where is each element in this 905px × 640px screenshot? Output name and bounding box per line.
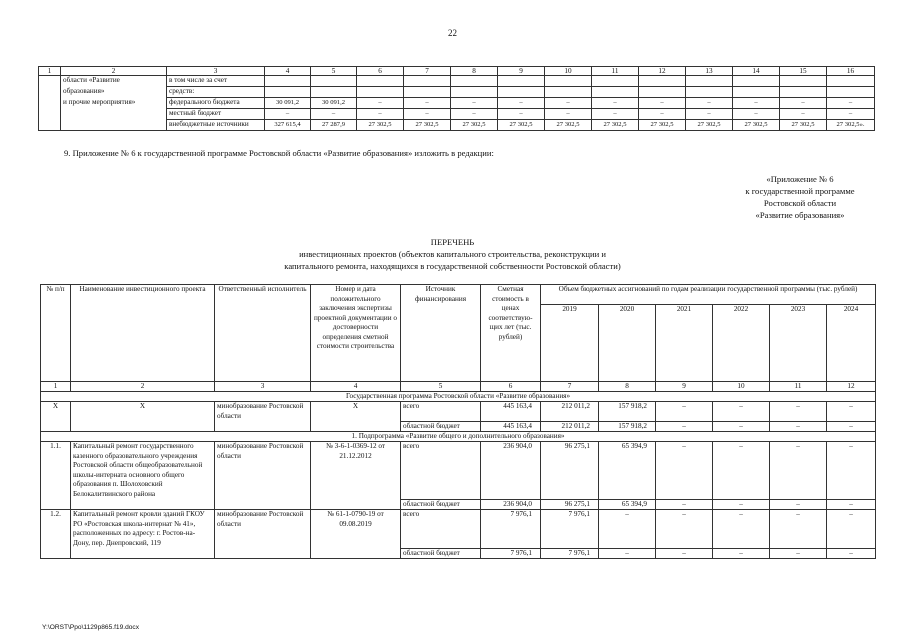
value-cell: 30 091,2 xyxy=(265,98,311,109)
header-expertise: Номер и дата положительного заключения экспертизы проектной документации о достоверности определения сметной стоимости строительства xyxy=(311,285,401,382)
value-cell xyxy=(733,87,780,98)
header-year: 2024 xyxy=(827,305,876,382)
value-cell: – xyxy=(592,98,639,109)
year-allocation: – xyxy=(656,548,713,559)
year-allocation: 7 976,1 xyxy=(541,548,599,559)
column-number-row xyxy=(39,67,875,76)
subprogram-title: 1. Подпрограмма «Развитие общего и дополнительного образования» xyxy=(41,432,876,442)
table-row xyxy=(41,402,876,422)
value-cell: – xyxy=(592,109,639,120)
value-cell xyxy=(498,76,545,87)
value-cell: – xyxy=(780,109,827,120)
year-allocation: 65 394,9 xyxy=(599,442,656,500)
year-allocation: – xyxy=(770,421,827,432)
estimated-cost: 236 904,0 xyxy=(481,442,541,500)
value-cell: – xyxy=(451,109,498,120)
year-allocation: – xyxy=(770,510,827,549)
header-project-name: Наименование инвестиционного проекта xyxy=(71,285,215,382)
program-name-cell xyxy=(61,109,167,120)
year-allocation: – xyxy=(656,421,713,432)
year-allocation: 212 011,2 xyxy=(541,402,599,422)
value-cell: – xyxy=(404,109,451,120)
project-number: 1.2. xyxy=(41,510,71,549)
column-number: 3 xyxy=(167,67,265,76)
column-number: 11 xyxy=(592,67,639,76)
project-number: 1.1. xyxy=(41,442,71,500)
year-allocation: – xyxy=(770,499,827,510)
column-number: 10 xyxy=(545,67,592,76)
funding-source: областной бюджет xyxy=(401,548,481,559)
year-allocation: – xyxy=(713,510,770,549)
value-cell: – xyxy=(451,98,498,109)
appendix-line: Ростовской области xyxy=(763,198,837,208)
value-cell: 27 302,5 xyxy=(686,120,733,131)
project-number xyxy=(41,421,71,432)
row-number-cell xyxy=(39,109,61,120)
year-allocation: – xyxy=(827,510,876,549)
value-cell: 27 302,5 xyxy=(545,120,592,131)
value-cell: 327 615,4 xyxy=(265,120,311,131)
column-number: 2 xyxy=(61,67,167,76)
project-name: Капитальный ремонт государственного казенного образовательного учреждения Ростовской области общеобразовательной школы-интерната основного общего образования п. Шолоховский Белокалитвинского района xyxy=(71,442,215,500)
column-number: 12 xyxy=(639,67,686,76)
year-allocation: – xyxy=(827,402,876,422)
project-number xyxy=(41,548,71,559)
table-row xyxy=(39,76,875,87)
value-cell xyxy=(639,87,686,98)
funding-source-cell: внебюджетные источники xyxy=(167,120,265,131)
value-cell: – xyxy=(639,109,686,120)
year-allocation: 157 918,2 xyxy=(599,421,656,432)
value-cell: – xyxy=(733,109,780,120)
value-cell: – xyxy=(404,98,451,109)
column-number: 11 xyxy=(770,382,827,392)
year-allocation: – xyxy=(770,442,827,500)
responsible-executor: минобразование Ростовской области xyxy=(215,510,311,549)
row-number-cell xyxy=(39,76,61,87)
paragraph-9: 9. Приложение № 6 к государственной программе Ростовской области «Развитие образования» изложить в редакции: xyxy=(64,148,494,158)
estimated-cost: 445 163,4 xyxy=(481,421,541,432)
header-executor: Ответственный исполнитель xyxy=(215,285,311,382)
header-year: 2020 xyxy=(599,305,656,382)
title-line: инвестиционных проектов (объектов капитального строительства, реконструкции и xyxy=(299,249,606,259)
column-number: 7 xyxy=(404,67,451,76)
project-number: Х xyxy=(41,402,71,422)
header-year: 2022 xyxy=(713,305,770,382)
value-cell: – xyxy=(357,98,404,109)
value-cell xyxy=(357,76,404,87)
year-allocation: 96 275,1 xyxy=(541,442,599,500)
value-cell xyxy=(686,76,733,87)
value-cell xyxy=(451,87,498,98)
year-allocation: – xyxy=(599,548,656,559)
table-row xyxy=(41,548,876,559)
column-number: 4 xyxy=(311,382,401,392)
value-cell: – xyxy=(827,98,875,109)
value-cell: – xyxy=(639,98,686,109)
expertise-conclusion: № 61-1-0790-19 от 09.08.2019 xyxy=(311,510,401,549)
header-year: 2019 xyxy=(541,305,599,382)
value-cell: – xyxy=(498,109,545,120)
appendix-line: «Развитие образования» xyxy=(755,210,845,220)
value-cell xyxy=(545,87,592,98)
year-allocation: – xyxy=(713,442,770,500)
expertise-conclusion xyxy=(311,421,401,432)
table-row xyxy=(41,510,876,549)
table-row xyxy=(39,87,875,98)
project-name: Х xyxy=(71,402,215,422)
column-number: 14 xyxy=(733,67,780,76)
table-row xyxy=(39,120,875,131)
funding-source: всего xyxy=(401,402,481,422)
value-cell xyxy=(404,87,451,98)
project-number xyxy=(41,499,71,510)
document-title xyxy=(0,236,905,272)
estimated-cost: 7 976,1 xyxy=(481,510,541,549)
value-cell: – xyxy=(686,109,733,120)
column-number: 6 xyxy=(481,382,541,392)
year-allocation: 65 394,9 xyxy=(599,499,656,510)
row-number-cell xyxy=(39,120,61,131)
value-cell: 27 302,5 xyxy=(592,120,639,131)
year-allocation: – xyxy=(770,548,827,559)
column-number: 3 xyxy=(215,382,311,392)
year-allocation: – xyxy=(827,548,876,559)
expertise-conclusion: Х xyxy=(311,402,401,422)
year-allocation: – xyxy=(713,548,770,559)
value-cell: 27 287,9 xyxy=(311,120,357,131)
estimated-cost: 7 976,1 xyxy=(481,548,541,559)
appendix-line: к государственной программе xyxy=(745,186,855,196)
year-allocation: – xyxy=(713,402,770,422)
column-number: 4 xyxy=(265,67,311,76)
project-name xyxy=(71,421,215,432)
row-number-cell xyxy=(39,98,61,109)
funding-source-cell: федерального бюджета xyxy=(167,98,265,109)
value-cell xyxy=(311,76,357,87)
funding-source-cell: в том числе за счет xyxy=(167,76,265,87)
value-cell xyxy=(639,76,686,87)
value-cell: – xyxy=(357,109,404,120)
value-cell: – xyxy=(545,109,592,120)
column-number: 6 xyxy=(357,67,404,76)
year-allocation: – xyxy=(713,499,770,510)
value-cell: 27 302,5 xyxy=(780,120,827,131)
value-cell: 27 302,5». xyxy=(827,120,875,131)
table-row xyxy=(41,442,876,500)
header-row xyxy=(41,285,876,305)
value-cell xyxy=(592,76,639,87)
expertise-conclusion: № 3-6-1-0369-12 от 21.12.2012 xyxy=(311,442,401,500)
funding-source-cell: местный бюджет xyxy=(167,109,265,120)
value-cell: – xyxy=(498,98,545,109)
funding-source: всего xyxy=(401,442,481,500)
page-number: 22 xyxy=(448,28,457,38)
value-cell: 27 302,5 xyxy=(404,120,451,131)
appendix-reference xyxy=(700,173,900,221)
subprogram-title-row xyxy=(41,432,876,442)
column-number: 5 xyxy=(311,67,357,76)
year-allocation: – xyxy=(656,442,713,500)
column-number: 8 xyxy=(451,67,498,76)
year-allocation: – xyxy=(770,402,827,422)
program-title: Государственная программа Ростовской области «Развитие образования» xyxy=(41,392,876,402)
appendix-line: «Приложение № 6 xyxy=(766,174,834,184)
funding-source: областной бюджет xyxy=(401,499,481,510)
value-cell: – xyxy=(311,109,357,120)
header-years-group: Объем бюджетных ассигнований по годам реализации государственной программы (тыс. рублей) xyxy=(541,285,876,305)
value-cell: – xyxy=(827,109,875,120)
value-cell: – xyxy=(780,98,827,109)
column-number: 13 xyxy=(686,67,733,76)
responsible-executor xyxy=(215,499,311,510)
column-number: 16 xyxy=(827,67,875,76)
header-num: № п/п xyxy=(41,285,71,382)
value-cell xyxy=(311,87,357,98)
funding-source: всего xyxy=(401,510,481,549)
table-row xyxy=(39,109,875,120)
row-number-cell xyxy=(39,87,61,98)
value-cell xyxy=(592,87,639,98)
year-allocation: – xyxy=(827,421,876,432)
column-number: 5 xyxy=(401,382,481,392)
estimated-cost: 236 904,0 xyxy=(481,499,541,510)
value-cell: – xyxy=(733,98,780,109)
title-line: капитального ремонта, находящихся в государственной собственности Ростовской области) xyxy=(284,261,621,271)
year-allocation: – xyxy=(713,421,770,432)
column-number: 1 xyxy=(39,67,61,76)
responsible-executor xyxy=(215,421,311,432)
header-source: Источник финансирования xyxy=(401,285,481,382)
year-allocation: 157 918,2 xyxy=(599,402,656,422)
column-number: 2 xyxy=(71,382,215,392)
funding-source: областной бюджет xyxy=(401,421,481,432)
value-cell xyxy=(265,76,311,87)
value-cell: 27 302,5 xyxy=(733,120,780,131)
column-number: 15 xyxy=(780,67,827,76)
table-row xyxy=(41,421,876,432)
responsible-executor: минобразование Ростовской области xyxy=(215,402,311,422)
column-number-row xyxy=(41,382,876,392)
year-allocation: 96 275,1 xyxy=(541,499,599,510)
value-cell xyxy=(780,76,827,87)
responsible-executor xyxy=(215,548,311,559)
header-estimated-cost: Сметная стоимость в ценах соответствую-щих лет (тыс. рублей) xyxy=(481,285,541,382)
value-cell xyxy=(827,76,875,87)
header-year: 2021 xyxy=(656,305,713,382)
year-allocation: – xyxy=(656,499,713,510)
value-cell: – xyxy=(686,98,733,109)
file-path-footer: Y:\ORST\Ppo\1129p865.f19.docx xyxy=(42,624,140,631)
value-cell xyxy=(545,76,592,87)
table-row xyxy=(39,98,875,109)
program-name-cell: области «Развитие xyxy=(61,76,167,87)
column-number: 1 xyxy=(41,382,71,392)
expertise-conclusion xyxy=(311,548,401,559)
year-allocation: – xyxy=(656,510,713,549)
funding-source-cell: средств: xyxy=(167,87,265,98)
year-allocation: – xyxy=(827,499,876,510)
value-cell xyxy=(498,87,545,98)
expertise-conclusion xyxy=(311,499,401,510)
investment-projects-table xyxy=(40,284,876,559)
value-cell xyxy=(827,87,875,98)
header-year: 2023 xyxy=(770,305,827,382)
year-allocation: 212 011,2 xyxy=(541,421,599,432)
year-allocation: – xyxy=(656,402,713,422)
continuation-table xyxy=(38,66,875,131)
value-cell: 27 302,5 xyxy=(639,120,686,131)
project-name xyxy=(71,548,215,559)
table-row xyxy=(41,499,876,510)
program-name-cell: и прочие мероприятия» xyxy=(61,98,167,109)
column-number: 9 xyxy=(498,67,545,76)
program-name-cell: образования» xyxy=(61,87,167,98)
year-allocation: 7 976,1 xyxy=(541,510,599,549)
value-cell xyxy=(265,87,311,98)
responsible-executor: минобразование Ростовской области xyxy=(215,442,311,500)
value-cell: – xyxy=(545,98,592,109)
column-number: 7 xyxy=(541,382,599,392)
value-cell xyxy=(733,76,780,87)
value-cell xyxy=(404,76,451,87)
value-cell xyxy=(357,87,404,98)
project-name xyxy=(71,499,215,510)
value-cell: 30 091,2 xyxy=(311,98,357,109)
estimated-cost: 445 163,4 xyxy=(481,402,541,422)
column-number: 10 xyxy=(713,382,770,392)
column-number: 9 xyxy=(656,382,713,392)
column-number: 8 xyxy=(599,382,656,392)
program-name-cell xyxy=(61,120,167,131)
value-cell xyxy=(780,87,827,98)
column-number: 12 xyxy=(827,382,876,392)
year-allocation: – xyxy=(827,442,876,500)
value-cell: 27 302,5 xyxy=(357,120,404,131)
year-allocation: – xyxy=(599,510,656,549)
value-cell xyxy=(451,76,498,87)
value-cell: 27 302,5 xyxy=(451,120,498,131)
title-heading: ПЕРЕЧЕНЬ xyxy=(430,237,475,247)
project-name: Капитальный ремонт кровли зданий ГКОУ РО «Ростовская школа-интернат № 41», расположенных по адресу: г. Ростов-на-Дону, пер. Днепровский, 119 xyxy=(71,510,215,549)
value-cell: 27 302,5 xyxy=(498,120,545,131)
program-title-row xyxy=(41,392,876,402)
value-cell xyxy=(686,87,733,98)
value-cell: – xyxy=(265,109,311,120)
